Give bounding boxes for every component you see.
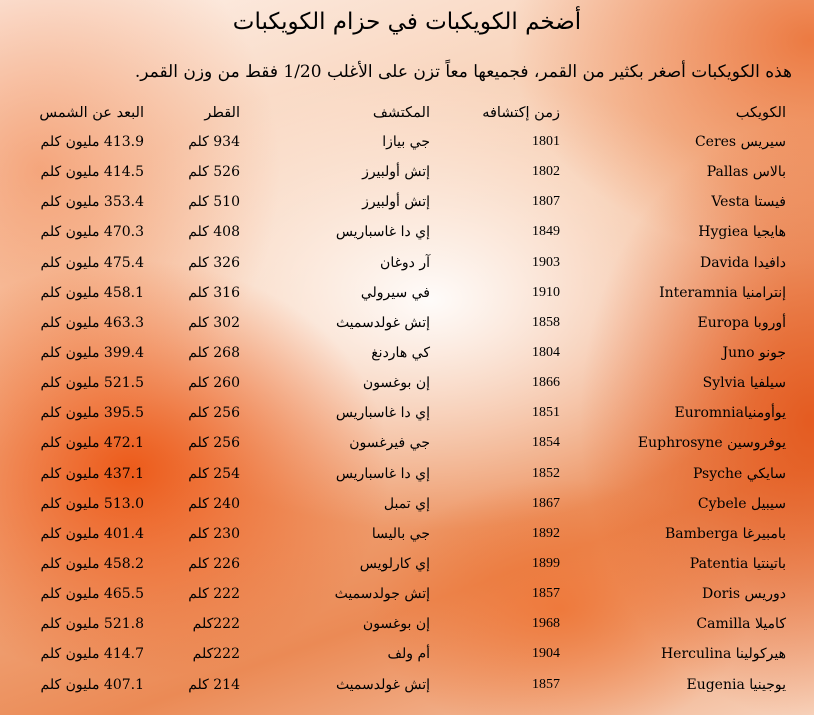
discoverer: كي هاردنغ [371,344,430,361]
table-row [0,428,814,458]
asteroid-name: باتينتيا Patentia [689,555,786,572]
diameter: 526 كلم [188,164,240,181]
diameter: 254 كلم [188,465,240,482]
table-row [0,459,814,489]
asteroid-name: سيلفيا Sylvia [702,375,786,392]
distance-from-sun: 458.1 مليون كلم [40,284,144,301]
asteroid-name: يوأومنياEuromnia [674,405,786,422]
discoverer: في سيرولي [360,284,430,301]
distance-from-sun: 521.8 مليون كلم [40,616,144,633]
diameter: 934 كلم [188,134,240,150]
table-row [0,127,814,157]
table-row [0,157,814,187]
discovery-year: 1866 [532,375,560,391]
table-row [0,639,814,669]
asteroid-name: إنترامنيا Interamnia [659,284,786,301]
diameter: 316 كلم [188,284,240,301]
distance-from-sun: 413.9 مليون كلم [40,134,144,150]
asteroid-name: جونو Juno [722,344,786,361]
header-distance: البعد عن الشمس [39,105,144,121]
discovery-year: 1899 [532,555,560,571]
discoverer: إي دا غاسباريس [335,224,430,241]
distance-from-sun: 470.3 مليون كلم [40,224,144,241]
diameter: 240 كلم [188,495,240,512]
diameter: 326 كلم [188,254,240,271]
diameter: 256 كلم [188,435,240,452]
diameter: 226 كلم [188,555,240,572]
distance-from-sun: 353.4 مليون كلم [40,194,144,211]
discovery-year: 1849 [532,224,560,240]
discoverer: إي دا غاسباريس [335,405,430,422]
table-row [0,398,814,428]
discovery-year: 1857 [532,676,560,692]
discoverer: إتش أولبيرز [362,164,430,181]
asteroid-name: بامبيرغا Bamberga [664,525,786,542]
distance-from-sun: 465.5 مليون كلم [40,586,144,603]
discovery-year: 1807 [532,194,560,210]
asteroid-name: هايجيا Hygiea [698,224,786,241]
intro-text: هذه الكويكبات أصغر بكثير من القمر، فجميعها معاً تزن على الأغلب 1/20 فقط من وزن القمر. [134,62,792,82]
header-year: زمن إكتشافه [482,105,560,121]
distance-from-sun: 437.1 مليون كلم [40,465,144,482]
discovery-year: 1801 [532,134,560,149]
asteroid-name: دوريس Doris [702,586,786,603]
distance-from-sun: 513.0 مليون كلم [40,495,144,512]
distance-from-sun: 401.4 مليون كلم [40,525,144,542]
discovery-year: 1854 [532,435,560,451]
discoverer: إي كارلويس [359,555,430,572]
diameter: 222كلم [192,616,240,633]
table-row [0,338,814,368]
discoverer: أم ولف [387,646,430,663]
diameter: 230 كلم [188,525,240,542]
discovery-year: 1802 [532,164,560,180]
discoverer: جي باليسا [371,525,430,542]
asteroid-name: بالاس Pallas [706,164,786,181]
discoverer: إن بوغسون [362,616,430,633]
distance-from-sun: 472.1 مليون كلم [40,435,144,452]
asteroid-name: سيبيل Cybele [697,495,786,512]
diameter: 510 كلم [188,194,240,211]
distance-from-sun: 395.5 مليون كلم [40,405,144,422]
diameter: 302 كلم [188,314,240,331]
asteroid-name: سيريس Ceres [694,134,786,150]
distance-from-sun: 458.2 مليون كلم [40,555,144,572]
discovery-year: 1851 [532,405,560,421]
discovery-year: 1903 [532,254,560,270]
table-row [0,278,814,308]
asteroid-name: أوروبا Europa [697,314,786,331]
table-row [0,217,814,247]
distance-from-sun: 463.3 مليون كلم [40,314,144,331]
table-row [0,308,814,338]
header-discoverer: المكتشف [372,105,430,121]
discoverer: إتش غولدسميث [335,676,430,693]
discoverer: إتش غولدسميث [335,314,430,331]
table-row [0,579,814,609]
asteroid-name: سايكي Psyche [692,465,786,482]
diameter: 408 كلم [188,224,240,241]
distance-from-sun: 407.1 مليون كلم [40,676,144,693]
page-title: أضخم الكويكبات في حزام الكويكبات [232,9,582,35]
discovery-year: 1904 [532,646,560,662]
asteroid-name: يوفروسين Euphrosyne [637,435,786,452]
asteroid-table [0,99,814,700]
discovery-year: 1867 [532,495,560,511]
asteroid-name: يوجينيا Eugenia [686,676,786,693]
asteroid-name: هيركولينا Herculina [660,646,786,663]
asteroid-name: فيستا Vesta [711,194,786,211]
distance-from-sun: 475.4 مليون كلم [40,254,144,271]
discovery-year: 1804 [532,344,560,360]
discovery-year: 1857 [532,586,560,602]
asteroid-name: دافيدا Davida [699,254,786,271]
discoverer: إن بوغسون [362,375,430,392]
distance-from-sun: 414.5 مليون كلم [40,164,144,181]
discovery-year: 1852 [532,465,560,481]
table-body [0,127,814,700]
diameter: 222كلم [192,646,240,663]
table-row [0,489,814,519]
distance-from-sun: 521.5 مليون كلم [40,375,144,392]
diameter: 268 كلم [188,344,240,361]
discovery-year: 1858 [532,314,560,330]
discoverer: إي دا غاسباريس [335,465,430,482]
table-row [0,519,814,549]
discoverer: آر دوغان [380,254,430,271]
diameter: 260 كلم [188,375,240,392]
table-row [0,248,814,278]
asteroid-name: كاميلا Camilla [696,616,786,633]
distance-from-sun: 414.7 مليون كلم [40,646,144,663]
diameter: 256 كلم [188,405,240,422]
distance-from-sun: 399.4 مليون كلم [40,344,144,361]
discoverer: جي فيرغسون [349,435,430,452]
header-diameter: القطر [204,105,240,121]
discoverer: جي بيازا [382,134,430,150]
table-row [0,609,814,639]
diameter: 214 كلم [188,676,240,693]
table-row [0,368,814,398]
discovery-year: 1910 [532,284,560,300]
header-name: الكويكب [735,105,786,121]
table-header [0,99,814,127]
table-row [0,549,814,579]
table-row [0,187,814,217]
discoverer: إتش أولبيرز [362,194,430,211]
discoverer: إتش جولدسميث [334,586,430,603]
table-row [0,670,814,700]
discoverer: إي تمبل [383,495,430,512]
discovery-year: 1968 [532,616,560,632]
discovery-year: 1892 [532,525,560,541]
diameter: 222 كلم [188,586,240,603]
